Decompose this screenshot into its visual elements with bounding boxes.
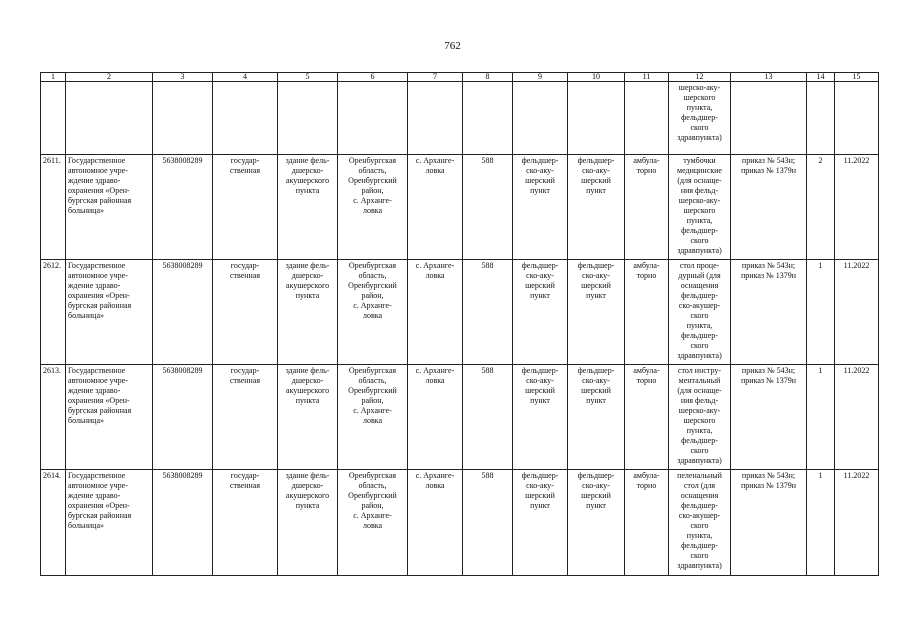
quantity-cell: 1 <box>807 365 835 470</box>
code-cell: 588 <box>463 470 513 576</box>
table-cell <box>463 82 513 155</box>
code-cell: 588 <box>463 155 513 260</box>
row-number-cell: 2614. <box>41 470 66 576</box>
table-cell <box>731 82 807 155</box>
header-row <box>41 73 879 82</box>
table-row <box>41 260 879 365</box>
inn-cell: 5638008289 <box>153 155 213 260</box>
table-cell <box>278 82 338 155</box>
table-row <box>41 470 879 576</box>
organization-cell: Государственное автономное учре- ждение здраво- охранения «Орен- бургская районная больница» <box>66 365 153 470</box>
table-cell <box>408 82 463 155</box>
building-cell: здание фель- дшерско- акушерского пункта <box>278 470 338 576</box>
address-cell: Оренбургская область, Оренбургский район, с. Архангe- ловка <box>338 470 408 576</box>
order-cell: приказ № 543н; приказ № 1379н <box>731 155 807 260</box>
building-cell: здание фель- дшерско- акушерского пункта <box>278 365 338 470</box>
unit-type-cell: фельдшер- ско-аку- шерский пункт <box>513 260 568 365</box>
table-cell <box>338 82 408 155</box>
organization-cell: Государственное автономное учре- ждение здраво- охранения «Орен- бургская районная больница» <box>66 155 153 260</box>
header-cell: 8 <box>463 73 513 82</box>
equipment-item-cell: стол инстру- ментальный (для оснаще- ния фельд- шерско-аку- шерского пункта, фельдшер- ского здравпункта) <box>669 365 731 470</box>
unit-name-cell: фельдшер- ско-аку- шерский пункт <box>568 470 625 576</box>
ownership-cell: государ- ственная <box>213 470 278 576</box>
table-cell <box>625 82 669 155</box>
building-cell: здание фель- дшерско- акушерского пункта <box>278 155 338 260</box>
header-cell: 9 <box>513 73 568 82</box>
header-cell: 3 <box>153 73 213 82</box>
table-row <box>41 155 879 260</box>
equipment-item-cell: тумбочки медицинские (для оснаще- ния фельд- шерско-аку- шерского пункта, фельдшер- ского здравпункта) <box>669 155 731 260</box>
address-cell: Оренбургская область, Оренбургский район, с. Архангe- ловка <box>338 155 408 260</box>
row-number-cell: 2613. <box>41 365 66 470</box>
inn-cell: 5638008289 <box>153 470 213 576</box>
order-cell: приказ № 543н; приказ № 1379н <box>731 365 807 470</box>
header-cell: 4 <box>213 73 278 82</box>
ownership-cell: государ- ственная <box>213 260 278 365</box>
organization-cell: Государственное автономное учре- ждение здраво- охранения «Орен- бургская районная больница» <box>66 470 153 576</box>
table-cell <box>66 82 153 155</box>
ownership-cell: государ- ственная <box>213 155 278 260</box>
organization-cell: Государственное автономное учре- ждение здраво- охранения «Орен- бургская районная больница» <box>66 260 153 365</box>
address-cell: Оренбургская область, Оренбургский район, с. Архангe- ловка <box>338 365 408 470</box>
table-cell <box>513 82 568 155</box>
order-cell: приказ № 543н; приказ № 1379н <box>731 260 807 365</box>
quantity-cell: 1 <box>807 470 835 576</box>
table-cell <box>807 82 835 155</box>
settlement-cell: с. Архангe- ловка <box>408 365 463 470</box>
register-table <box>40 72 879 576</box>
header-cell: 13 <box>731 73 807 82</box>
header-cell: 12 <box>669 73 731 82</box>
row-number-cell: 2612. <box>41 260 66 365</box>
unit-type-cell: фельдшер- ско-аку- шерский пункт <box>513 365 568 470</box>
settlement-cell: с. Архангe- ловка <box>408 260 463 365</box>
equipment-item-cell: стол проце- дурный (для оснащения фельдшер- ско-акушер- ского пункта, фельдшер- ского здравпункта) <box>669 260 731 365</box>
order-cell: приказ № 543н; приказ № 1379н <box>731 470 807 576</box>
table-cell <box>835 82 879 155</box>
settlement-cell: с. Архангe- ловка <box>408 470 463 576</box>
header-cell: 1 <box>41 73 66 82</box>
unit-name-cell: фельдшер- ско-аку- шерский пункт <box>568 260 625 365</box>
unit-type-cell: фельдшер- ско-аку- шерский пункт <box>513 470 568 576</box>
building-cell: здание фель- дшерско- акушерского пункта <box>278 260 338 365</box>
care-type-cell: амбула- торно <box>625 260 669 365</box>
care-type-cell: амбула- торно <box>625 470 669 576</box>
header-cell: 2 <box>66 73 153 82</box>
header-cell: 6 <box>338 73 408 82</box>
equipment-item-cell: пеленальный стол (для оснащения фельдшер- ско-акушер- ского пункта, фельдшер- ского здравпункта) <box>669 470 731 576</box>
code-cell: 588 <box>463 365 513 470</box>
date-cell: 11.2022 <box>835 260 879 365</box>
table-row <box>41 365 879 470</box>
continuation-row <box>41 82 879 155</box>
settlement-cell: с. Архангe- ловка <box>408 155 463 260</box>
ownership-cell: государ- ственная <box>213 365 278 470</box>
table-cell <box>41 82 66 155</box>
address-cell: Оренбургская область, Оренбургский район, с. Архангe- ловка <box>338 260 408 365</box>
date-cell: 11.2022 <box>835 470 879 576</box>
header-cell: 10 <box>568 73 625 82</box>
unit-name-cell: фельдшер- ско-аку- шерский пункт <box>568 365 625 470</box>
header-cell: 11 <box>625 73 669 82</box>
table-cell <box>153 82 213 155</box>
table-cell <box>568 82 625 155</box>
header-cell: 7 <box>408 73 463 82</box>
inn-cell: 5638008289 <box>153 365 213 470</box>
header-cell: 5 <box>278 73 338 82</box>
header-cell: 14 <box>807 73 835 82</box>
care-type-cell: амбула- торно <box>625 155 669 260</box>
unit-type-cell: фельдшер- ско-аку- шерский пункт <box>513 155 568 260</box>
equipment-item-cell: шерско-аку- шерского пункта, фельдшер- ского здравпункта) <box>669 82 731 155</box>
quantity-cell: 1 <box>807 260 835 365</box>
code-cell: 588 <box>463 260 513 365</box>
row-number-cell: 2611. <box>41 155 66 260</box>
date-cell: 11.2022 <box>835 365 879 470</box>
date-cell: 11.2022 <box>835 155 879 260</box>
care-type-cell: амбула- торно <box>625 365 669 470</box>
table-cell <box>213 82 278 155</box>
unit-name-cell: фельдшер- ско-аку- шерский пункт <box>568 155 625 260</box>
quantity-cell: 2 <box>807 155 835 260</box>
inn-cell: 5638008289 <box>153 260 213 365</box>
page-number: 762 <box>444 40 461 52</box>
header-cell: 15 <box>835 73 879 82</box>
